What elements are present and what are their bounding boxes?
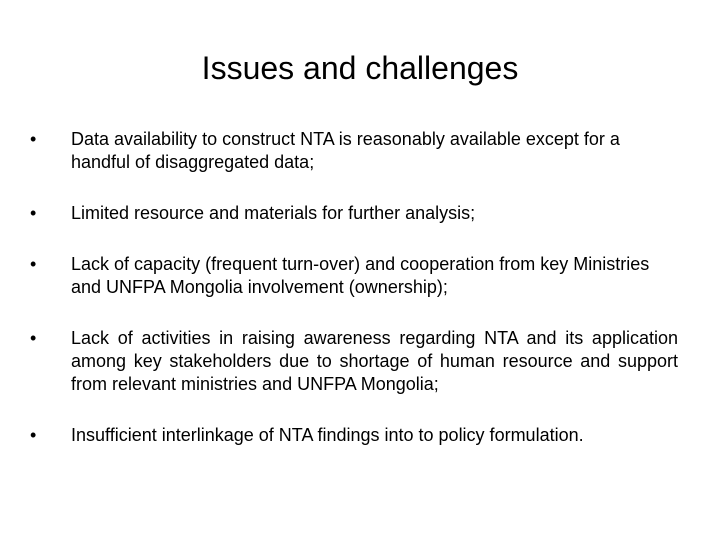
bullet-dot-icon: • [30,203,37,223]
bullet-dot-icon: • [30,129,37,149]
bullet-item [30,327,678,396]
bullet-text: Insufficient interlinkage of NTA findings into to policy formulation. [71,425,584,445]
bullet-text: Data availability to construct NTA is reasonably available except for a handful of disaggregated data; [71,129,620,172]
bullet-text: Lack of capacity (frequent turn-over) and cooperation from key Ministries and UNFPA Mongolia involvement (ownership); [71,254,650,297]
bullet-item [30,424,678,447]
bullet-item [30,202,678,225]
bullet-text: Limited resource and materials for further analysis; [71,203,476,223]
bullet-dot-icon: • [30,328,37,348]
bullet-text: Lack of activities in raising awareness regarding NTA and its application among key stakeholders due to shortage of human resource and support from relevant ministries and UNFPA Mongolia; [71,328,678,394]
bullet-dot-icon: • [30,425,37,445]
bullet-item [30,253,678,299]
slide-title: Issues and challenges [201,50,519,86]
bullet-list [30,128,678,447]
bullet-item [30,128,678,174]
bullet-dot-icon: • [30,254,37,274]
